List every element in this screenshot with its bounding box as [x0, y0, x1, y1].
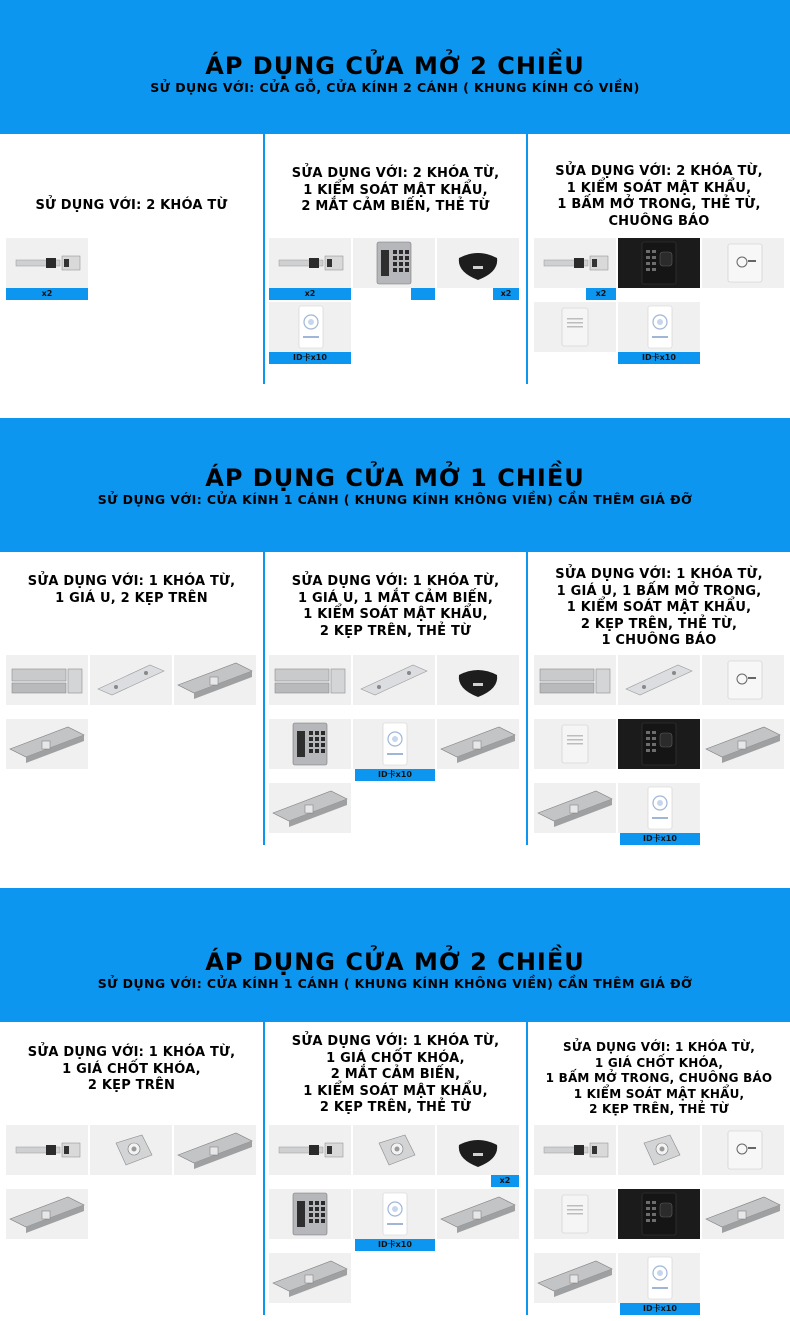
- id-card-image: [353, 719, 435, 769]
- sensor-image: [437, 238, 519, 288]
- section1-col3-text: SỬA DỤNG VỚI: 2 KHÓA TỪ, 1 KIỂM SOÁT MẬT KHẨU, 1 BẤM MỞ TRONG, THẺ TỪ, CHUÔNG BÁO: [555, 164, 763, 229]
- section1-col1-text: SỬ DỤNG VỚI: 2 KHÓA TỪ: [35, 198, 228, 213]
- glass-clamp-image: [6, 1189, 88, 1239]
- u-bracket-image: [353, 655, 435, 705]
- exit-button-image: [702, 1125, 784, 1175]
- id-card-tag: ID卡x10: [355, 769, 435, 781]
- section2-banner: [0, 418, 790, 552]
- section2-subtitle: SỬ DỤNG VỚI: CỬA KÍNH 1 CÁNH ( KHUNG KÍNH KHÔNG VIỀN) CẦN THÊM GIÁ ĐỠ: [97, 492, 693, 507]
- keypad-image: [269, 1189, 351, 1239]
- section3-title: ÁP DỤNG CỬA MỞ 2 CHIỀU: [205, 948, 585, 976]
- latch-bracket-image: [353, 1125, 435, 1175]
- glass-clamp-image: [269, 783, 351, 833]
- doorbell-image: [534, 302, 616, 352]
- id-card-tag: ID卡x10: [618, 352, 700, 364]
- latch-bracket-image: [90, 1125, 172, 1175]
- section2-col3-text: SỬA DỤNG VỚI: 1 KHÓA TỪ, 1 GIÁ U, 1 BẤM MỞ TRONG, 1 KIỂM SOÁT MẬT KHẨU, 2 KẸP TRÊN, THẺ TỪ, 1 CHUÔNG BÁO: [555, 567, 763, 648]
- u-bracket-image: [90, 655, 172, 705]
- quantity-tag: x2: [269, 288, 351, 300]
- section2-col1-text: SỬA DỤNG VỚI: 1 KHÓA TỪ, 1 GIÁ U, 2 KẸP TRÊN: [27, 574, 236, 606]
- section2-title: ÁP DỤNG CỬA MỞ 1 CHIỀU: [205, 464, 585, 492]
- exit-button-image: [702, 655, 784, 705]
- section3-col3-text: SỬA DỤNG VỚI: 1 KHÓA TỪ, 1 GIÁ CHỐT KHÓA, 1 BẤM MỞ TRONG, CHUÔNG BÁO 1 KIỂM SOÁT MẬT KHẨU, 2 KẸP TRÊN, THẺ TỪ: [545, 1040, 773, 1116]
- maglock-image: [534, 655, 616, 705]
- id-card-tag: ID卡x10: [269, 352, 351, 364]
- sensor-image: [437, 1125, 519, 1175]
- maglock-image: [534, 1125, 616, 1175]
- section1-banner: [0, 0, 790, 134]
- section1-col2-text: SỬA DỤNG VỚI: 2 KHÓA TỪ, 1 KIỂM SOÁT MẬT KHẨU, 2 MẮT CẢM BIẾN, THẺ TỪ: [291, 166, 500, 214]
- id-card-tag: ID卡x10: [620, 833, 700, 845]
- quantity-tag: x2: [491, 1175, 519, 1187]
- keypad-image: [353, 238, 435, 288]
- id-card-tag: ID卡x10: [620, 1303, 700, 1315]
- section3-col2-text: SỬA DỤNG VỚI: 1 KHÓA TỪ, 1 GIÁ CHỐT KHÓA, 2 MẮT CẢM BIẾN, 1 KIỂM SOÁT MẬT KHẨU, 2 KẸP TRÊN, THẺ TỪ: [291, 1034, 500, 1115]
- glass-clamp-image: [6, 719, 88, 769]
- section3-banner: [0, 888, 790, 1022]
- glass-clamp-image: [534, 1253, 616, 1303]
- id-card-tag: ID卡x10: [355, 1239, 435, 1251]
- glass-clamp-image: [702, 1189, 784, 1239]
- doorbell-image: [534, 1189, 616, 1239]
- u-bracket-image: [618, 655, 700, 705]
- glass-clamp-image: [534, 783, 616, 833]
- id-card-image: [618, 783, 700, 833]
- exit-button-image: [702, 238, 784, 288]
- maglock-image: [269, 238, 351, 288]
- id-card-image: [353, 1189, 435, 1239]
- glass-clamp-image: [437, 1189, 519, 1239]
- fingerprint-keypad-image: [618, 719, 700, 769]
- maglock-image: [269, 655, 351, 705]
- blank-tag: [411, 288, 435, 300]
- section3-subtitle: SỬ DỤNG VỚI: CỬA KÍNH 1 CÁNH ( KHUNG KÍNH KHÔNG VIỀN) CẦN THÊM GIÁ ĐỠ: [97, 976, 693, 991]
- keypad-image: [269, 719, 351, 769]
- section1-title: ÁP DỤNG CỬA MỞ 2 CHIỀU: [205, 52, 585, 80]
- fingerprint-keypad-image: [618, 1189, 700, 1239]
- glass-clamp-image: [174, 655, 256, 705]
- section3-col1-text: SỬA DỤNG VỚI: 1 KHÓA TỪ, 1 GIÁ CHỐT KHÓA, 2 KẸP TRÊN: [27, 1045, 236, 1093]
- doorbell-image: [534, 719, 616, 769]
- fingerprint-keypad-image: [618, 238, 700, 288]
- latch-bracket-image: [618, 1125, 700, 1175]
- quantity-tag: x2: [6, 288, 88, 300]
- maglock-image: [6, 655, 88, 705]
- maglock-image: [269, 1125, 351, 1175]
- glass-clamp-image: [269, 1253, 351, 1303]
- id-card-image: [269, 302, 351, 352]
- glass-clamp-image: [174, 1125, 256, 1175]
- glass-clamp-image: [702, 719, 784, 769]
- maglock-image: [6, 238, 88, 288]
- maglock-image: [6, 1125, 88, 1175]
- glass-clamp-image: [437, 719, 519, 769]
- section1-subtitle: SỬ DỤNG VỚI: CỬA GỖ, CỬA KÍNH 2 CÁNH ( KHUNG KÍNH CÓ VIỀN): [150, 80, 640, 95]
- sensor-image: [437, 655, 519, 705]
- quantity-tag: x2: [586, 288, 616, 300]
- maglock-image: [534, 238, 616, 288]
- quantity-tag: x2: [493, 288, 519, 300]
- id-card-image: [618, 302, 700, 352]
- id-card-image: [618, 1253, 700, 1303]
- section2-col2-text: SỬA DỤNG VỚI: 1 KHÓA TỪ, 1 GIÁ U, 1 MẮT CẢM BIẾN, 1 KIỂM SOÁT MẬT KHẨU, 2 KẸP TRÊN, THẺ TỪ: [291, 574, 500, 639]
